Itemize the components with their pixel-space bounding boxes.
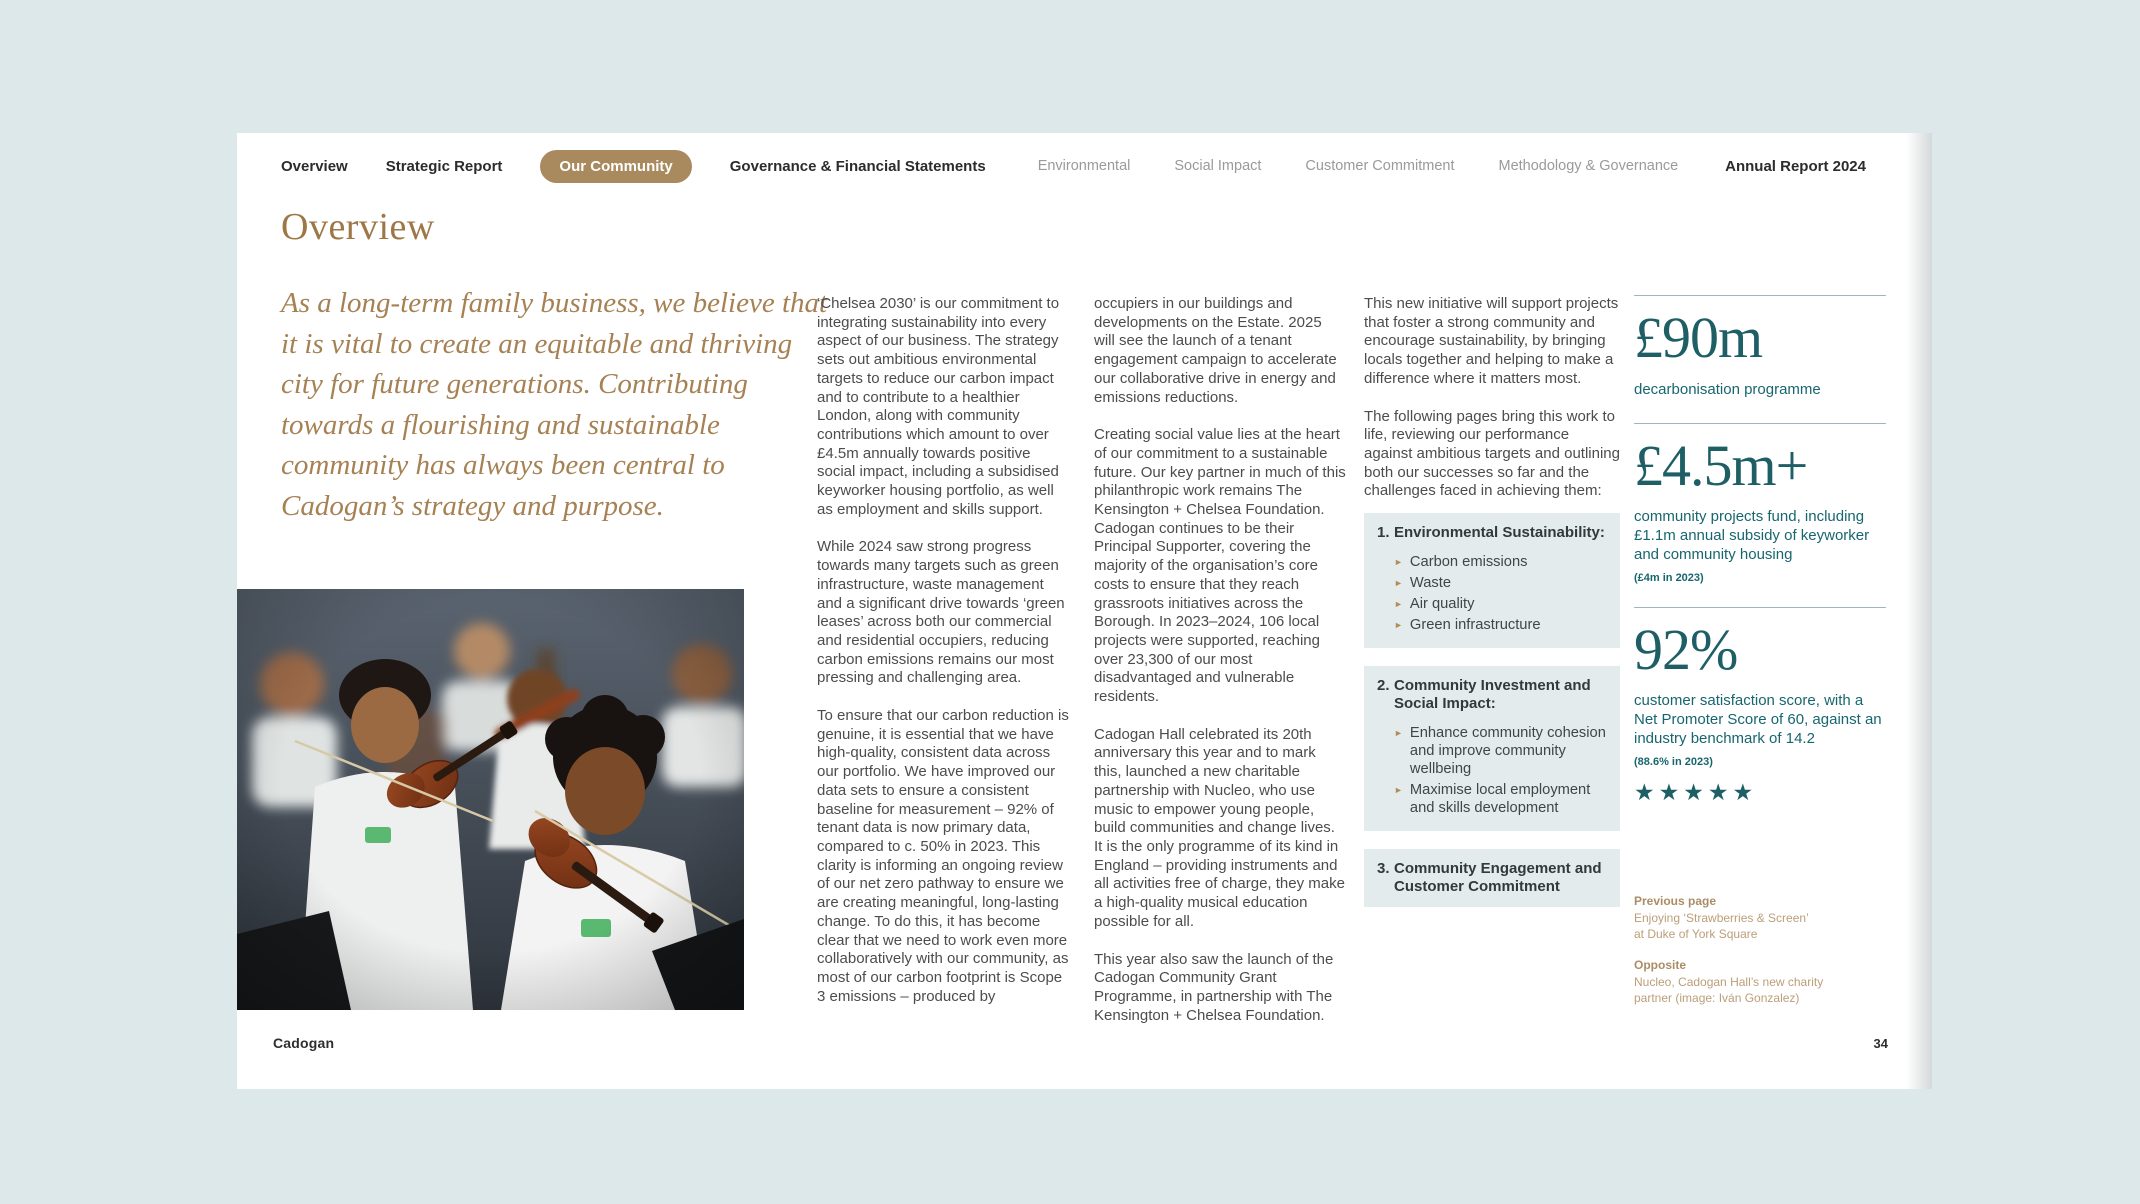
note-label: Previous page bbox=[1634, 893, 1717, 908]
stat-value: £90m bbox=[1634, 305, 1763, 370]
stat-caption: customer satisfaction score, with a Net Promoter Score of 60, against an industry benchmark of 14.2 bbox=[1634, 692, 1882, 747]
page-edge-shadow bbox=[1906, 133, 1932, 1089]
focus-area-title: Community Investment and Social Impact: bbox=[1394, 676, 1591, 713]
opposite-page-note bbox=[1634, 958, 1886, 1006]
cadogan-logo: Cadogan bbox=[273, 1035, 335, 1051]
list-item: ► Enhance community cohesion and improve community wellbeing bbox=[1394, 725, 1606, 777]
intro-quote: As a long-term family business, we believe that it is vital to create an equitable and thriving city for future generations. Contributing towards a flourishing and sustainable community has always been central to Cadogan’s strategy and purpose. bbox=[281, 287, 828, 522]
note-label: Opposite bbox=[1634, 958, 1687, 973]
page-number: 34 bbox=[1873, 1036, 1888, 1051]
arrow-bullet-icon: ► bbox=[1394, 728, 1403, 739]
focus-area-list bbox=[1377, 554, 1607, 635]
focus-area-heading bbox=[1377, 677, 1607, 715]
key-stats-sidebar bbox=[1634, 295, 1886, 1022]
list-item: ► Waste bbox=[1394, 574, 1452, 591]
paragraph: Cadogan Hall celebrated its 20th anniversary this year and to mark this, launched a new charitable partnership with Nucleo, who use music to empower young people, build communities and change lives. It is the only programme of its kind in England – providing instruments and all activities free of charge, they make a high-quality musical education possible for all. bbox=[1094, 725, 1345, 930]
stat-value: £4.5m+ bbox=[1634, 432, 1808, 498]
body-column-1 bbox=[817, 295, 1069, 1025]
arrow-bullet-icon: ► bbox=[1394, 619, 1403, 630]
focus-area-number: 1. bbox=[1377, 524, 1390, 542]
paragraph: To ensure that our carbon reduction is genuine, it is essential that we have high-quality, consistent data across our portfolio. We have improved our data sets to ensure a consistent baseline for measurement – 92% of tenant data is now primary data, compared to c. 50% in 2023. This clarity is informing an ongoing review of our net zero pathway to ensure we are creating meaningful, long-lasting change. To do this, it has become clear that we need to work even more collaboratively with our community, as most of our carbon footprint is Scope 3 emissions – produced by bbox=[817, 707, 1069, 1005]
arrow-bullet-icon: ► bbox=[1394, 577, 1403, 588]
focus-area-list bbox=[1377, 725, 1607, 818]
nav-item-governance-financial-statements[interactable]: Governance & Financial Statements bbox=[729, 157, 986, 175]
focus-area-heading bbox=[1377, 524, 1607, 543]
stat-prior-year-note: (88.6% in 2023) bbox=[1634, 755, 1713, 768]
paragraph: This year also saw the launch of the Cadogan Community Grant Programme, in partnership with The Kensington + Chelsea Foundation. bbox=[1094, 950, 1334, 1024]
paragraph: While 2024 saw strong progress towards many targets such as green infrastructure, waste management and a significant drive towards ‘green leases’ across both our commercial and residential occupiers, reducing carbon emissions remains our most pressing and challenging area. bbox=[817, 538, 1065, 687]
stat-community-fund bbox=[1634, 432, 1886, 584]
stat-caption: community projects fund, including £1.1m annual subsidy of keyworker and community housing bbox=[1634, 508, 1870, 563]
body-column-2 bbox=[1094, 295, 1346, 1044]
arrow-bullet-icon: ► bbox=[1394, 598, 1403, 609]
focus-area-heading bbox=[1377, 860, 1607, 898]
nav-item-methodology-governance[interactable]: Methodology & Governance bbox=[1498, 158, 1679, 174]
focus-area-number: 3. bbox=[1377, 859, 1390, 877]
nav-item-customer-commitment[interactable]: Customer Commitment bbox=[1305, 158, 1455, 174]
stat-prior-year-note: (£4m in 2023) bbox=[1634, 571, 1704, 584]
report-page bbox=[237, 133, 1932, 1089]
nav-item-environmental[interactable]: Environmental bbox=[1037, 158, 1131, 174]
note-line: Enjoying ‘Strawberries & Screen’ bbox=[1634, 910, 1809, 925]
stat-value: 92% bbox=[1634, 616, 1738, 682]
paragraph: occupiers in our buildings and developments on the Estate. 2025 will see the launch of a tenant engagement campaign to accelerate our collaborative drive in energy and emissions reductions. bbox=[1094, 295, 1337, 406]
note-line: Nucleo, Cadogan Hall’s new charity bbox=[1634, 975, 1824, 990]
nav-item-our-community[interactable]: Our Community bbox=[540, 150, 691, 183]
divider bbox=[1634, 423, 1886, 424]
arrow-bullet-icon: ► bbox=[1394, 556, 1403, 567]
stat-customer-satisfaction bbox=[1634, 616, 1886, 806]
paragraph: This new initiative will support projects that foster a strong community and encourage sustainability, by bringing locals together and helping to make a difference where it matters most. bbox=[1364, 295, 1619, 387]
page-title: Overview bbox=[281, 206, 435, 248]
stat-caption: decarbonisation programme bbox=[1634, 380, 1821, 398]
focus-area-community-engagement bbox=[1364, 849, 1620, 908]
stat-decarbonisation bbox=[1634, 305, 1886, 400]
top-navigation bbox=[237, 133, 1906, 199]
list-item: ► Carbon emissions bbox=[1394, 553, 1528, 570]
list-item: ► Green infrastructure bbox=[1394, 616, 1541, 633]
body-column-3 bbox=[1364, 295, 1620, 925]
paragraph: Creating social value lies at the heart of our commitment to a sustainable future. Our key partner in much of this philanthropic work remains The Kensington + Chelsea Foundation. Cadogan continues to be their Principal Supporter, covering the majority of the organisation’s core costs to ensure that they reach grassroots initiatives across the Borough. In 2023–2024, 106 local projects were supported, reaching over 23,300 of our most disadvantaged and vulnerable residents. bbox=[1094, 426, 1346, 706]
community-photo-illustration bbox=[237, 589, 744, 1010]
report-title: Annual Report 2024 bbox=[1725, 157, 1866, 175]
photo-credits bbox=[1634, 894, 1886, 1007]
nav-item-social-impact[interactable]: Social Impact bbox=[1174, 158, 1262, 174]
focus-area-title: Environmental Sustainability: bbox=[1394, 524, 1605, 542]
focus-area-number: 2. bbox=[1377, 676, 1390, 694]
focus-area-environmental-sustainability bbox=[1364, 513, 1620, 648]
list-item: ► Maximise local employment and skills development bbox=[1394, 781, 1591, 816]
paragraph: The following pages bring this work to life, reviewing our performance against ambitious targets and outlining both our successes so far and the challenges faced in achieving them: bbox=[1364, 407, 1620, 500]
previous-page-note bbox=[1634, 894, 1886, 942]
note-line: partner (image: Iván Gonzalez) bbox=[1634, 991, 1800, 1006]
divider bbox=[1634, 295, 1886, 296]
secondary-nav bbox=[1038, 158, 1679, 174]
community-photo bbox=[237, 589, 744, 1010]
nav-item-strategic-report[interactable]: Strategic Report bbox=[385, 157, 503, 175]
five-star-rating-icon: ★★★★★ bbox=[1634, 778, 1758, 805]
list-item: ► Air quality bbox=[1394, 595, 1475, 612]
arrow-bullet-icon: ► bbox=[1394, 784, 1403, 795]
primary-nav bbox=[281, 150, 986, 183]
note-line: at Duke of York Square bbox=[1634, 926, 1758, 941]
focus-area-community-investment bbox=[1364, 666, 1620, 831]
paragraph: ‘Chelsea 2030’ is our commitment to integrating sustainability into every aspect of our business. The strategy sets out ambitious environmental targets to reduce our carbon impact and to contribute to a healthier London, along with community contributions which amount to over £4.5m annually towards positive social impact, including a subsidised keyworker housing portfolio, as well as employment and skills support. bbox=[817, 295, 1060, 518]
divider bbox=[1634, 607, 1886, 608]
nav-item-overview[interactable]: Overview bbox=[281, 157, 348, 175]
focus-area-title: Community Engagement and Customer Commitment bbox=[1394, 859, 1602, 896]
